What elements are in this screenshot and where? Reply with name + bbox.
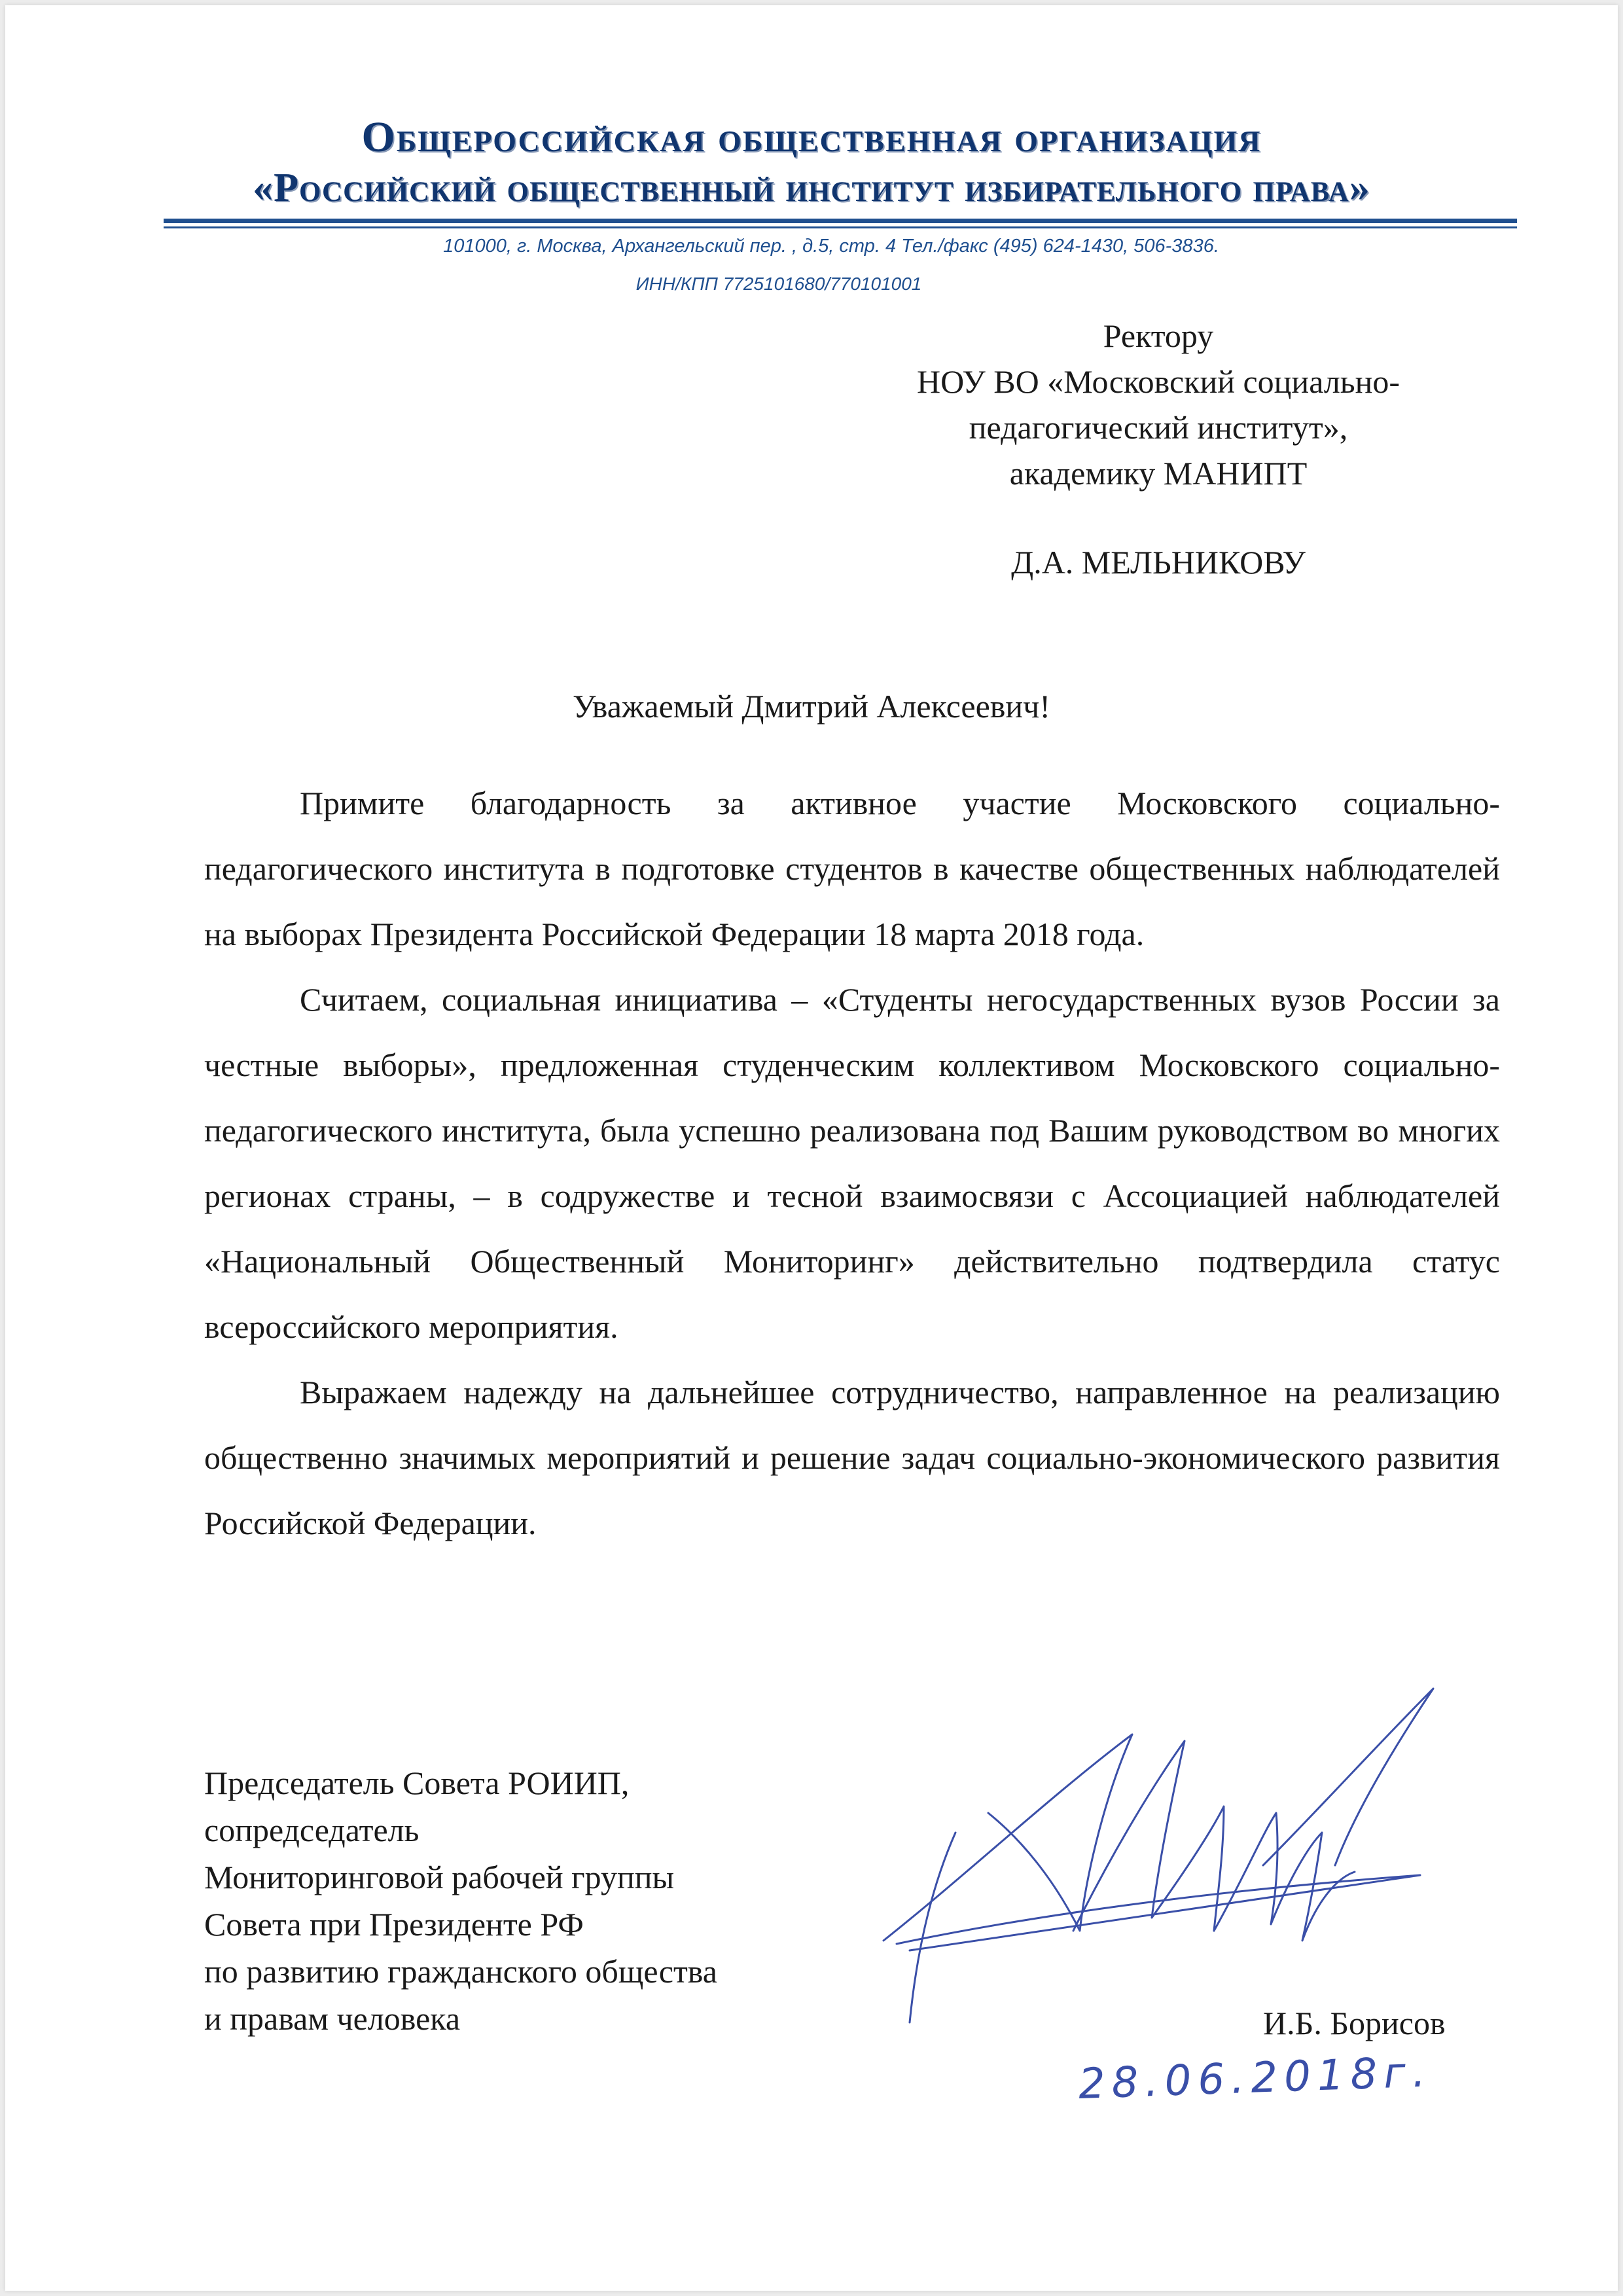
signer-title-line: по развитию гражданского общества [204,1953,717,1990]
signer-title-line: Совета при Президенте РФ [204,1906,584,1943]
addressee-block [831,313,1486,585]
body-paragraph: Примите благодарность за активное участие Московского социально-педагогического института в подготовке студентов в качестве общественных наблюдателей на выборах Президента Российской Федерации 18 марта 2018 года. [204,785,1500,952]
body-paragraph: Считаем, социальная инициатива – «Студенты негосударственных вузов России за честные выборы», предложенная студенческим коллективом Московского социально-педагогического института, была успешно реализована под Вашим руководством во многих регионах страны, – в содружестве и тесной взаимосвязи с Ассоциацией наблюдателей «Национальный Общественный Мониторинг» действительно подтвердила статус всероссийского мероприятия. [204,981,1500,1345]
signer-title-line: сопредседатель [204,1812,419,1848]
letterhead-org-line2: «Российский общественный институт избирательного права» [253,166,1370,210]
letterhead-tax-ids: ИНН/КПП 7725101680/770101001 [635,274,922,294]
signer-name: И.Б. Борисов [1263,2005,1446,2041]
signature-stroke [910,1833,955,2022]
salutation: Уважаемый Дмитрий Алексеевич! [573,688,1050,725]
letterhead-org-line1: Общероссийская общественная организация [361,113,1262,161]
signer-title-line: и правам человека [204,2000,461,2037]
signer-title-line: Председатель Совета РОИИП, [204,1765,630,1801]
signature-stroke [1263,1689,1433,1865]
handwritten-signature [857,1682,1459,2049]
signer-title-block [204,1759,859,2042]
letterhead-address-phone: 101000, г. Москва, Архангельский пер. , д.5, стр. 4 Тел./факс (495) 624-1430, 506-3836. [443,236,1219,257]
signer-title-line: Мониторинговой рабочей группы [204,1859,675,1895]
addressee-line: Ректору [1103,317,1214,354]
addressee-line: НОУ ВО «Московский социально- [917,363,1400,400]
addressee-line: педагогический институт», [969,409,1348,446]
letterhead-rule-thin [164,226,1517,228]
signature-stroke [1214,1813,1355,1941]
letter-body [204,770,1500,1556]
handwritten-date: 28.06.2018г. [1077,2048,1433,2109]
letterhead-rule-thick [164,219,1517,223]
addressee-line: академику МАНИПТ [1009,455,1308,492]
addressee-name: Д.А. МЕЛЬНИКОВУ [1011,544,1306,581]
body-paragraph: Выражаем надежду на дальнейшее сотрудничество, направленное на реализацию общественно значимых мероприятий и решение задач социально-экономического развития Российской Федерации. [204,1374,1500,1541]
signature-stroke [897,1875,1420,1950]
